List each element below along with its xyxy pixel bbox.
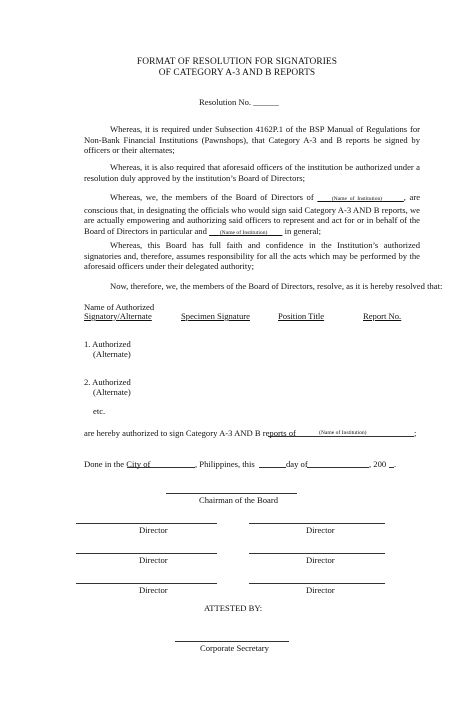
day-blank — [259, 467, 286, 468]
year-label: , 200 — [369, 459, 387, 469]
director-signature-line-3 — [76, 553, 217, 554]
whereas-paragraph-2-text: Whereas, it is also required that aforesaid officers of the institution be authorized under a resolution duly approved by the institution’s Board of Directors; — [84, 162, 420, 183]
done-line-end: . — [394, 459, 397, 469]
corporate-secretary-label: Corporate Secretary — [200, 643, 269, 653]
month-blank — [307, 467, 369, 468]
column-header-name-line2: Signatory/Alternate — [84, 311, 152, 321]
institution-name-label-1: (Name of Institution) — [331, 196, 383, 202]
attested-by-label: ATTESTED BY: — [204, 603, 263, 613]
institution-name-label-3: (Name of Institution) — [319, 430, 367, 436]
chairman-label: Chairman of the Board — [199, 495, 278, 505]
column-header-name-line1: Name of Authorized — [84, 302, 155, 312]
institution-name-blank-3 — [268, 436, 414, 437]
institution-name-blank-2 — [209, 226, 282, 236]
director-signature-line-5 — [76, 583, 217, 584]
column-header-report-no: Report No. — [363, 311, 402, 321]
whereas-paragraph-4 — [84, 240, 420, 272]
column-header-position-title: Position Title — [278, 311, 325, 321]
director-label-6: Director — [306, 585, 335, 595]
director-label-3: Director — [139, 555, 168, 565]
chairman-signature-line — [166, 493, 297, 494]
city-blank — [127, 467, 195, 468]
director-label-4: Director — [306, 555, 335, 565]
document-title-line1: FORMAT OF RESOLUTION FOR SIGNATORIES — [136, 57, 338, 67]
institution-name-label-2: (Name of Institution) — [219, 229, 268, 236]
director-signature-line-4 — [249, 553, 385, 554]
authorized-statement-end: ; — [414, 428, 417, 438]
signatory-row-2-authorized: 2. Authorized — [84, 377, 131, 387]
whereas-paragraph-3-text-c: in general; — [284, 225, 322, 236]
whereas-paragraph-2 — [84, 162, 420, 183]
authorized-statement: are hereby authorized to sign Category A-3 AND B reports of — [84, 428, 296, 438]
director-signature-line-6 — [249, 583, 385, 584]
etc-label: etc. — [93, 406, 106, 416]
whereas-paragraph-3-text-a: Whereas, we, the members of the Board of Directors of — [110, 192, 314, 202]
director-label-1: Director — [139, 525, 168, 535]
institution-name-blank-1 — [317, 192, 403, 202]
signatory-row-1-alternate: (Alternate) — [93, 349, 131, 359]
whereas-paragraph-3 — [84, 192, 420, 238]
director-signature-line-2 — [249, 523, 385, 524]
whereas-paragraph-1 — [84, 124, 420, 156]
whereas-paragraph-3-text-b: , are conscious that, in designating the officials who would sign said Category A-3 AND B reports, we are actually empowering and authorizing said officers to represent and act for or in behalf of the Board of Directors in particular and — [84, 192, 421, 236]
signatory-row-1-authorized: 1. Authorized — [84, 339, 131, 349]
philippines-label: , Philippines, this — [195, 459, 255, 469]
column-header-specimen-signature: Specimen Signature — [181, 311, 250, 321]
director-label-5: Director — [139, 585, 168, 595]
resolve-paragraph: Now, therefore, we, the members of the Board of Directors, resolve, as it is hereby resolved that: — [110, 281, 443, 291]
whereas-paragraph-4-text: Whereas, this Board has full faith and confidence in the Institution’s authorized signatories and, therefore, assumes responsibility for all the acts which may be performed by the aforesaid officers under their delegated authority; — [84, 240, 420, 272]
signatory-row-2-alternate: (Alternate) — [93, 387, 131, 397]
day-of-label: day of — [286, 459, 308, 469]
secretary-signature-line — [175, 641, 289, 642]
resolution-number: Resolution No. ______ — [199, 97, 279, 107]
document-title-line2: OF CATEGORY A-3 AND B REPORTS — [158, 68, 316, 78]
director-signature-line-1 — [76, 523, 217, 524]
done-in-city-label: Done in the City of — [84, 459, 151, 469]
director-label-2: Director — [306, 525, 335, 535]
whereas-paragraph-1-text: Whereas, it is required under Subsection 4162P.1 of the BSP Manual of Regulations for Non-Bank Financial Institutions (Pawnshops), that Category A-3 and B reports be signed by officers or their alternates; — [84, 124, 420, 156]
